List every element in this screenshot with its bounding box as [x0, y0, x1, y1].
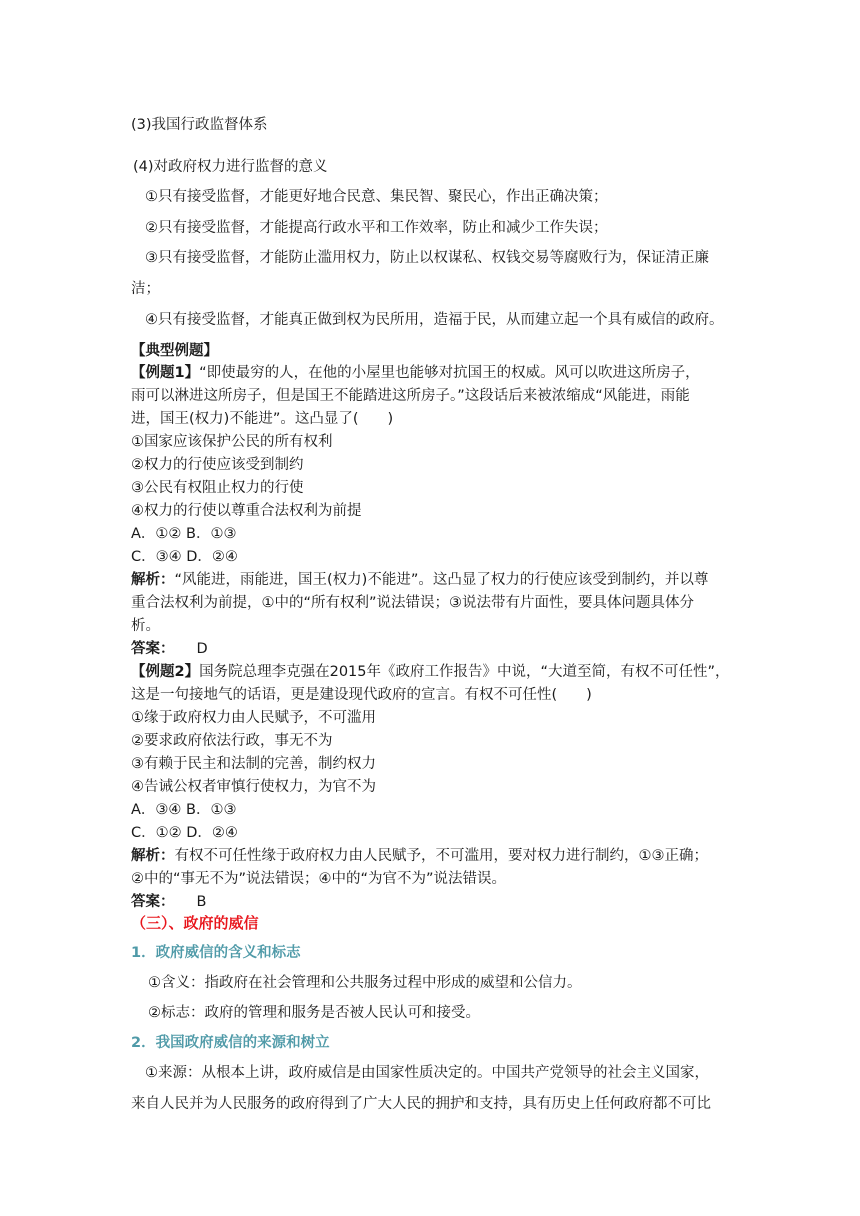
example2-option-2: ②要求政府依法行政，事无不为 [131, 733, 333, 749]
example1-question-line1: 【例题1】“即使最穷的人，在他的小屋里也能够对抗国王的权威。风可以吹进这所房子， [131, 365, 700, 381]
authority-source-line1: ①来源：从根本上讲，政府威信是由国家性质决定的。中国共产党领导的社会主义国家， [145, 1065, 709, 1081]
example1-answer-label: 答案： [131, 641, 175, 657]
subheading-authority-source: 2．我国政府威信的来源和树立 [131, 1035, 330, 1051]
example2-answer-value: B [196, 894, 207, 910]
example2-option-1: ①缘于政府权力由人民赋予，不可滥用 [131, 710, 376, 726]
example1-answer [131, 639, 208, 659]
example2-analysis-line1: 解析：有权不可任性缘于政府权力由人民赋予，不可滥用，要对权力进行制约，①③正确； [131, 848, 708, 864]
example1-question-line3: 进，国王(权力)不能进”。这凸显了( ) [131, 411, 394, 427]
significance-point-4: ④只有接受监督，才能真正做到权为民所用，造福于民，从而建立起一个具有威信的政府。 [145, 312, 724, 328]
example2-analysis-label: 解析： [131, 848, 175, 864]
example2-tag: 【例题2】 [131, 664, 200, 680]
example1-analysis-label: 解析： [131, 572, 175, 588]
example1-option-2: ②权力的行使应该受到制约 [131, 457, 304, 473]
example1-choices-cd: C．③④ D．②④ [131, 549, 238, 565]
example1-analysis-line3: 析。 [131, 618, 160, 634]
authority-definition: ①含义：指政府在社会管理和公共服务过程中形成的威望和公信力。 [148, 975, 582, 991]
example1-tag: 【例题1】 [131, 365, 200, 381]
example1-answer-value: D [196, 641, 208, 657]
example2-choices-ab: A．③④ B．①③ [131, 802, 237, 818]
significance-point-3: ③只有接受监督，才能防止滥用权力，防止以权谋私、权钱交易等腐败行为，保证清正廉 [145, 250, 709, 266]
example2-question-line1: 【例题2】国务院总理李克强在2015年《政府工作报告》中说，“大道至简，有权不可任性”， [131, 664, 730, 680]
heading-supervision-system: (3)我国行政监督体系 [131, 117, 268, 133]
subheading-authority-meaning: 1．政府威信的含义和标志 [131, 945, 301, 961]
example2-question-line2: 这是一句接地气的话语，更是建设现代政府的宣言。有权不可任性( ) [131, 687, 592, 703]
significance-point-2: ②只有接受监督，才能提高行政水平和工作效率，防止和减少工作失误； [145, 220, 608, 236]
example2-choices-cd: C．①② D．②④ [131, 825, 238, 841]
example1-analysis-line1: 解析：“风能进，雨能进，国王(权力)不能进”。这凸显了权力的行使应该受到制约，并以尊 [131, 572, 709, 588]
heading-supervision-significance: (4)对政府权力进行监督的意义 [133, 159, 328, 175]
significance-point-3-cont: 洁； [131, 281, 160, 297]
example2-option-3: ③有赖于民主和法制的完善，制约权力 [131, 756, 376, 772]
example1-option-1: ①国家应该保护公民的所有权利 [131, 434, 333, 450]
typical-examples-heading: 【典型例题】 [131, 343, 218, 359]
example2-analysis-line2: ②中的“事无不为”说法错误；④中的“为官不为”说法错误。 [131, 871, 507, 887]
example2-answer [131, 892, 206, 912]
example2-answer-label: 答案： [131, 894, 175, 910]
example1-analysis-line2: 重合法权利为前提，①中的“所有权利”说法错误；③说法带有片面性，要具体问题具体分 [131, 595, 695, 611]
authority-source-line2: 来自人民并为人民服务的政府得到了广大人民的拥护和支持，具有历史上任何政府都不可比 [131, 1096, 711, 1112]
section-title-government-authority: （三）、政府的威信 [131, 914, 259, 932]
example1-option-4: ④权力的行使以尊重合法权利为前提 [131, 503, 362, 519]
example1-question-line2: 雨可以淋进这所房子，但是国王不能踏进这所房子。”这段话后来被浓缩成“风能进，雨能 [131, 388, 690, 404]
significance-point-1: ①只有接受监督，才能更好地合民意、集民智、聚民心，作出正确决策； [145, 189, 608, 205]
example1-choices-ab: A．①② B．①③ [131, 526, 237, 542]
authority-indicator: ②标志：政府的管理和服务是否被人民认可和接受。 [148, 1005, 480, 1021]
example1-option-3: ③公民有权阻止权力的行使 [131, 480, 304, 496]
example2-option-4: ④告诫公权者审慎行使权力，为官不为 [131, 779, 376, 795]
